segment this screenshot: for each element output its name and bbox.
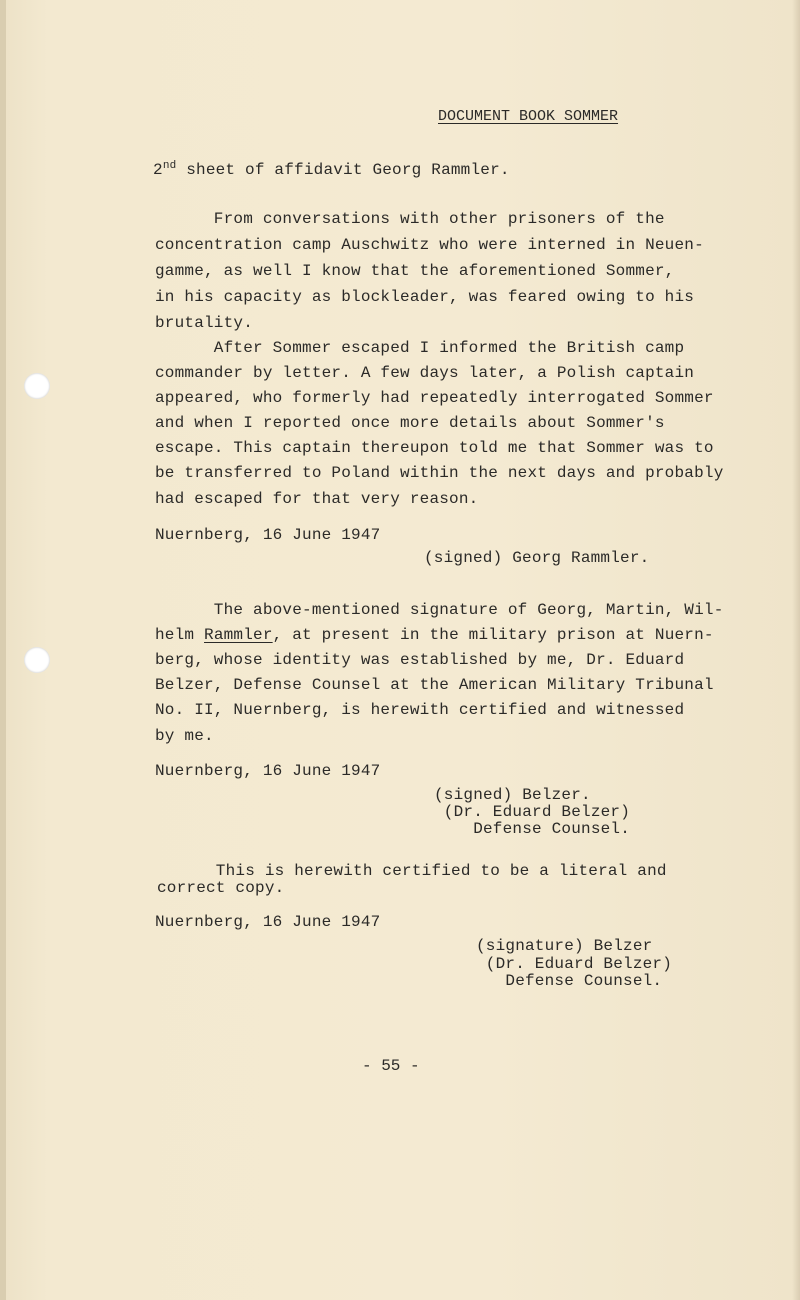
text-line: concentration camp Auschwitz who were interned in Neuen- [155,236,704,254]
text-line: escape. This captain thereupon told me that Sommer was to [155,439,714,457]
text-line: appeared, who formerly had repeatedly interrogated Sommer [155,389,714,407]
text-line: brutality. [155,314,254,332]
signature-line: (signed) Georg Rammler. [424,549,650,567]
sheet-subtitle: 2nd sheet of affidavit Georg Rammler. [153,160,510,179]
signature-name: (Dr. Eduard Belzer) [476,955,673,973]
text-line: and when I reported once more details about Sommer's [155,414,665,432]
text-line: in his capacity as blockleader, was feared owing to his [155,288,695,306]
underlined-name: Rammler [204,626,273,644]
text-line: gamme, as well I know that the aforementioned Sommer, [155,262,675,280]
text-line: by me. [155,727,214,745]
signature-title: Defense Counsel. [434,820,631,838]
text-line: be transferred to Poland within the next days and probably [155,464,724,482]
text-line: This is herewith certified to be a literal and [157,862,667,880]
text-line: The above-mentioned signature of Georg, Martin, Wil- [155,601,724,619]
punch-hole-icon [24,647,50,673]
date-line: Nuernberg, 16 June 1947 [155,526,381,544]
text-line: berg, whose identity was established by me, Dr. Eduard [155,651,685,669]
document-header: DOCUMENT BOOK SOMMER [438,108,619,125]
text-line: After Sommer escaped I informed the British camp [155,339,685,357]
text-line: From conversations with other prisoners of the [155,210,665,228]
page-edge [0,0,6,1300]
page-shadow [792,0,800,1300]
signature-line: (signed) Belzer. [434,786,591,804]
text-line: No. II, Nuernberg, is herewith certified and witnessed [155,701,685,719]
signature-name: (Dr. Eduard Belzer) [434,803,631,821]
date-line: Nuernberg, 16 June 1947 [155,762,381,780]
text-line: Belzer, Defense Counsel at the American Military Tribunal [155,676,714,694]
signature-title: Defense Counsel. [476,972,663,990]
page-number: - 55 - [362,1057,420,1075]
punch-hole-icon [24,373,50,399]
text-line: had escaped for that very reason. [155,490,479,508]
signature-line: (signature) Belzer [476,937,653,955]
date-line: Nuernberg, 16 June 1947 [155,913,381,931]
text-line: correct copy. [157,879,285,897]
text-line: commander by letter. A few days later, a Polish captain [155,364,695,382]
text-line: helm Rammler, at present in the military prison at Nuern- [155,626,714,644]
